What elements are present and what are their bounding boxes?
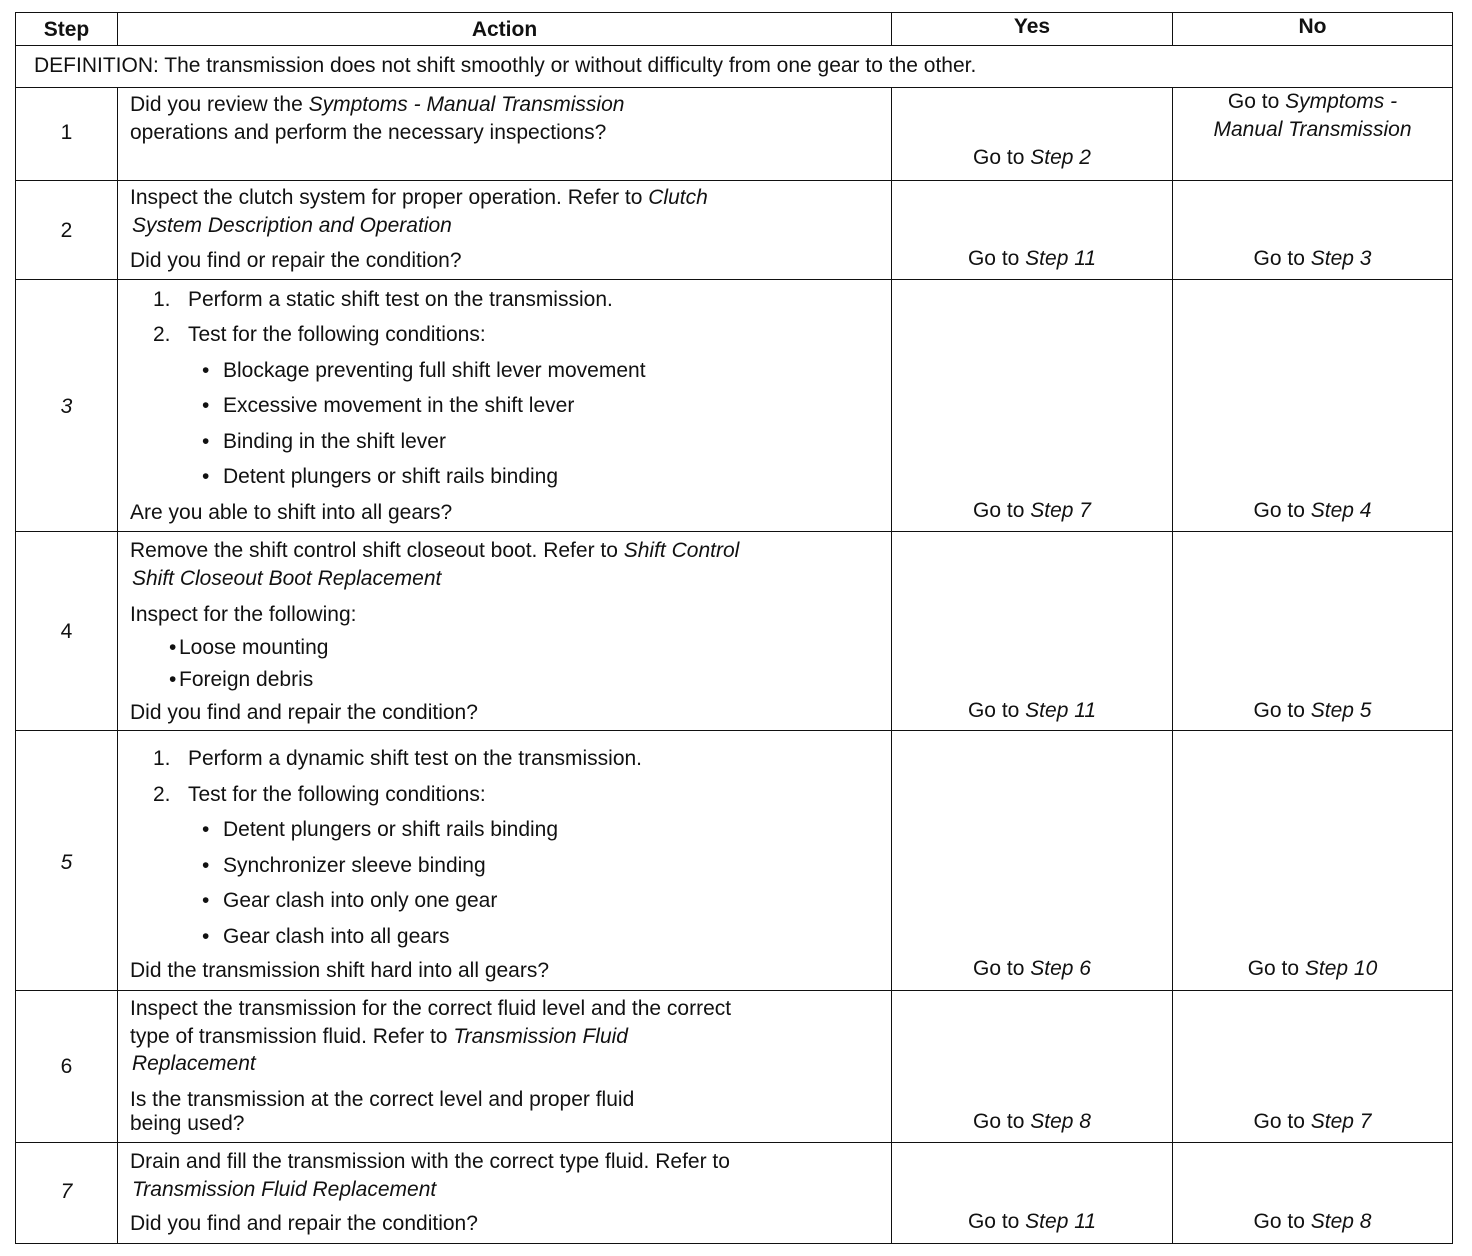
no-link [1173,1109,1452,1135]
no-link [1173,117,1452,143]
text-segment: Go to [967,247,1026,270]
action-cell [117,180,892,280]
action-text [130,1111,244,1137]
text-segment: Synchronizer sleeve binding [223,854,486,877]
definition-text: DEFINITION: The transmission does not shift smoothly or without difficulty from one gear to the other. [34,54,977,77]
text-segment: Symptoms - Manual Transmission [308,93,625,116]
text-segment: Go to [973,146,1031,169]
text-segment: Go to [1253,247,1311,270]
text-segment: Detent plungers or shift rails binding [223,465,559,488]
text-segment: Did you find and repair the condition? [130,701,478,724]
no-link [1173,1209,1452,1235]
action-text [130,500,452,526]
action-text [130,1087,634,1113]
text-segment: Step 11 [1025,699,1097,722]
text-segment: Foreign debris [179,668,314,691]
yes-cell [891,1142,1173,1244]
text-segment: Go to [1253,699,1311,722]
text-segment: Step 8 [1310,1210,1372,1233]
list-marker: • [202,465,210,488]
text-segment: Inspect the clutch system for proper operation. Refer to [130,186,649,209]
step-number: 5 [60,851,73,874]
list-item [223,924,449,950]
step-number: 4 [60,620,73,643]
action-text [130,248,462,274]
action-text [130,185,708,211]
no-cell [1172,87,1453,181]
action-text [130,538,739,564]
list-marker: 1. [153,747,171,770]
text-segment: Inspect the transmission for the correct fluid level and the correct [130,997,732,1020]
text-segment: Step 11 [1025,1210,1097,1233]
text-segment: Step 7 [1030,499,1091,522]
action-text [130,92,624,118]
header-step [15,12,118,46]
text-segment: Go to [973,499,1031,522]
text-segment: Did you review the [130,93,309,116]
text-segment: Test for the following conditions: [188,323,486,346]
text-segment: Step 2 [1030,146,1091,169]
list-marker: • [202,430,210,453]
action-text [130,958,549,984]
text-segment: Go to [1253,1110,1311,1133]
list-marker: • [202,854,210,877]
action-text [130,1149,730,1175]
action-text [130,1211,478,1237]
yes-link [892,1209,1172,1235]
text-segment: Go to [1253,499,1311,522]
list-item [188,322,486,348]
text-segment: Symptoms - [1285,90,1398,113]
step-number: 2 [60,219,73,242]
text-segment: Remove the shift control shift closeout boot. Refer to [130,539,624,562]
action-text [132,213,452,239]
list-marker: • [202,359,210,382]
text-segment: Manual Transmission [1213,118,1412,141]
list-item [188,746,642,772]
text-segment: Perform a static shift test on the transmission. [188,288,613,311]
list-item [179,635,328,661]
step-cell [15,1142,118,1244]
yes-link [892,246,1172,272]
text-segment: Did you find and repair the condition? [130,1212,478,1235]
text-segment: type of transmission fluid. Refer to [130,1025,454,1048]
list-item [223,429,446,455]
text-segment: Step 3 [1310,247,1372,270]
text-segment: Inspect for the following: [130,603,357,626]
action-text [132,1177,436,1203]
list-marker: • [169,668,177,691]
action-cell [117,279,892,532]
text-segment: Shift Control [623,539,740,562]
text-segment: Go to [973,957,1031,980]
yes-cell [891,87,1173,181]
list-marker: 2. [153,323,171,346]
yes-cell [891,279,1173,532]
list-item [188,287,613,313]
header-yes-label: Yes [1013,15,1051,38]
list-marker: • [202,925,210,948]
list-item [223,853,486,879]
step-number: 3 [60,395,73,418]
action-cell [117,1142,892,1244]
text-segment: Clutch [648,186,708,209]
text-segment: Go to [1227,90,1286,113]
list-item [179,667,313,693]
step-number: 7 [60,1180,73,1203]
text-segment: Drain and fill the transmission with the correct type fluid. Refer to [130,1150,730,1173]
text-segment: Gear clash into only one gear [223,889,498,912]
text-segment: Transmission Fluid [453,1025,628,1048]
text-segment: Did the transmission shift hard into all gears? [130,959,550,982]
text-segment: Go to [967,699,1026,722]
no-cell [1172,180,1453,280]
yes-link [892,145,1172,171]
text-segment: Transmission Fluid Replacement [132,1178,437,1201]
text-segment: Test for the following conditions: [188,783,486,806]
yes-cell [891,180,1173,280]
step-cell [15,990,118,1143]
text-segment: operations and perform the necessary inspections? [130,121,607,144]
action-text [130,700,478,726]
text-segment: Excessive movement in the shift lever [223,394,575,417]
text-segment: Step 8 [1030,1110,1091,1133]
text-segment: Step 7 [1310,1110,1372,1133]
no-cell [1172,531,1453,731]
step-cell [15,531,118,731]
yes-link [892,698,1172,724]
no-link [1173,956,1452,982]
text-segment: Step 4 [1310,499,1372,522]
list-item [223,888,497,914]
yes-cell [891,531,1173,731]
text-segment: being used? [130,1112,245,1135]
step-cell [15,87,118,181]
header-action [117,12,892,46]
yes-link [892,498,1172,524]
header-yes [891,12,1173,46]
text-segment: Gear clash into all gears [223,925,450,948]
list-marker: • [202,889,210,912]
no-link [1173,246,1452,272]
text-segment: Step 5 [1310,699,1372,722]
yes-cell [891,990,1173,1143]
text-segment: Go to [973,1110,1031,1133]
text-segment: Perform a dynamic shift test on the transmission. [188,747,643,770]
text-segment: Is the transmission at the correct level and proper fluid [130,1088,635,1111]
yes-link [892,1109,1172,1135]
header-step-label: Step [43,18,90,41]
text-segment: Binding in the shift lever [223,430,446,453]
action-cell [117,990,892,1143]
text-segment: Go to [1247,957,1305,980]
text-segment: System Description and Operation [132,214,452,237]
action-cell [117,531,892,731]
list-item [223,358,646,384]
text-segment: Shift Closeout Boot Replacement [132,567,442,590]
action-cell [117,87,892,181]
step-cell [15,730,118,991]
header-action-label: Action [471,18,538,41]
list-marker: 2. [153,783,171,806]
text-segment: Are you able to shift into all gears? [130,501,453,524]
no-cell [1172,279,1453,532]
list-item [188,782,486,808]
header-no [1172,12,1453,46]
step-number: 6 [60,1055,73,1078]
no-link [1173,89,1452,115]
action-cell [117,730,892,991]
action-text [130,1024,628,1050]
action-text [130,120,606,146]
text-segment: Detent plungers or shift rails binding [223,818,559,841]
list-item [223,393,574,419]
step-number: 1 [60,121,73,144]
yes-cell [891,730,1173,991]
action-text [130,996,731,1022]
no-cell [1172,730,1453,991]
list-item [223,464,558,490]
step-cell [15,279,118,532]
action-text [130,602,356,628]
text-segment: Loose mounting [179,636,329,659]
text-segment: Did you find or repair the condition? [130,249,462,272]
list-marker: • [202,394,210,417]
text-segment: Step 11 [1025,247,1097,270]
no-link [1173,498,1452,524]
list-marker: • [202,818,210,841]
text-segment: Step 10 [1304,957,1378,980]
action-text [132,566,441,592]
step-cell [15,180,118,280]
list-marker: • [169,636,177,659]
text-segment: Go to [1253,1210,1311,1233]
text-segment: Replacement [132,1052,256,1075]
no-cell [1172,1142,1453,1244]
text-segment: Blockage preventing full shift lever movement [223,359,646,382]
yes-link [892,956,1172,982]
text-segment: Step 6 [1030,957,1091,980]
definition-row [15,45,1453,88]
no-link [1173,698,1452,724]
text-segment: Go to [967,1210,1026,1233]
no-cell [1172,990,1453,1143]
list-marker: 1. [153,288,171,311]
header-no-label: No [1298,15,1327,38]
action-text [132,1051,256,1077]
list-item [223,817,558,843]
